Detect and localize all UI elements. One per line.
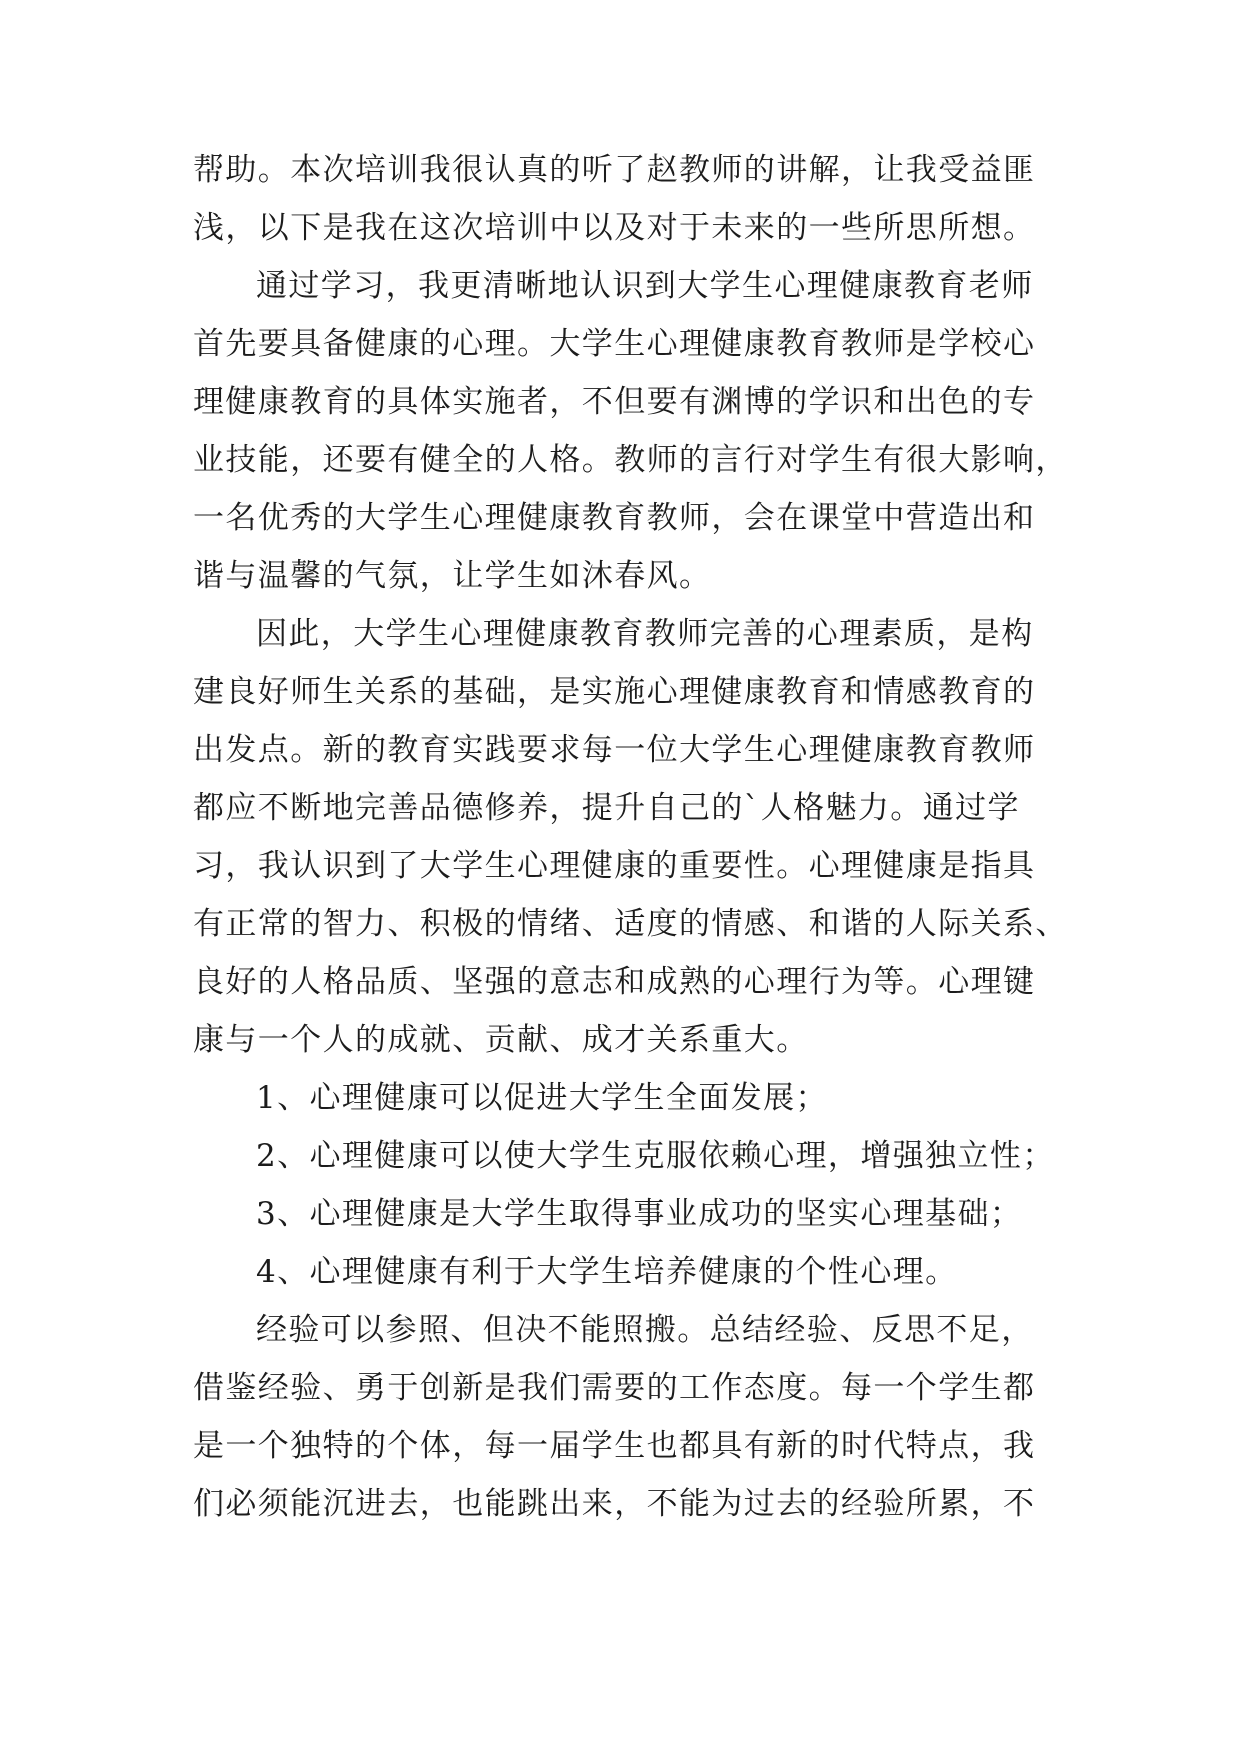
text-line: 首先要具备健康的心理。大学生心理健康教育教师是学校心 [193,326,1036,362]
text-line: 都应不断地完善品德修养，提升自己的`人格魅力。通过学 [193,790,1020,826]
text-line: 是一个独特的个体，每一届学生也都具有新的时代特点，我 [193,1428,1036,1464]
text-line: 习，我认识到了大学生心理健康的重要性。心理健康是指具 [193,848,1036,884]
text-line: 出发点。新的教育实践要求每一位大学生心理健康教育教师 [193,732,1036,768]
text-line: 良好的人格品质、坚强的意志和成熟的心理行为等。心理键 [193,964,1036,1000]
text-line: 借鉴经验、勇于创新是我们需要的工作态度。每一个学生都 [193,1370,1036,1406]
text-line: 一名优秀的大学生心理健康教育教师，会在课堂中营造出和 [193,500,1036,536]
paragraph-start-line: 经验可以参照、但决不能照搬。总结经验、反思不足， [256,1312,1034,1348]
list-item: 4、心理健康有利于大学生培养健康的个性心理。 [256,1254,958,1290]
paragraph-start-line: 通过学习，我更清晰地认识到大学生心理健康教育老师 [256,268,1034,304]
text-line: 帮助。本次培训我很认真的听了赵教师的讲解，让我受益匪 [193,152,1036,188]
text-line: 有正常的智力、积极的情绪、适度的情感、和谐的人际关系、 [193,906,1068,942]
paragraph-start-line: 因此，大学生心理健康教育教师完善的心理素质，是构 [256,616,1034,652]
text-line: 业技能，还要有健全的人格。教师的言行对学生有很大影响， [193,442,1068,478]
text-line: 谐与温馨的气氛，让学生如沐春风。 [193,558,712,594]
list-item: 2、心理健康可以使大学生克服依赖心理，增强独立性； [256,1138,1055,1174]
text-line: 们必须能沉进去，也能跳出来，不能为过去的经验所累，不 [193,1486,1036,1522]
list-item: 3、心理健康是大学生取得事业成功的坚实心理基础； [256,1196,1023,1232]
text-line: 康与一个人的成就、贡献、成才关系重大。 [193,1022,809,1058]
text-line: 建良好师生关系的基础，是实施心理健康教育和情感教育的 [193,674,1036,710]
text-line: 浅，以下是我在这次培训中以及对于未来的一些所思所想。 [193,210,1036,246]
list-item: 1、心理健康可以促进大学生全面发展； [256,1080,828,1116]
text-line: 理健康教育的具体实施者，不但要有渊博的学识和出色的专 [193,384,1036,420]
